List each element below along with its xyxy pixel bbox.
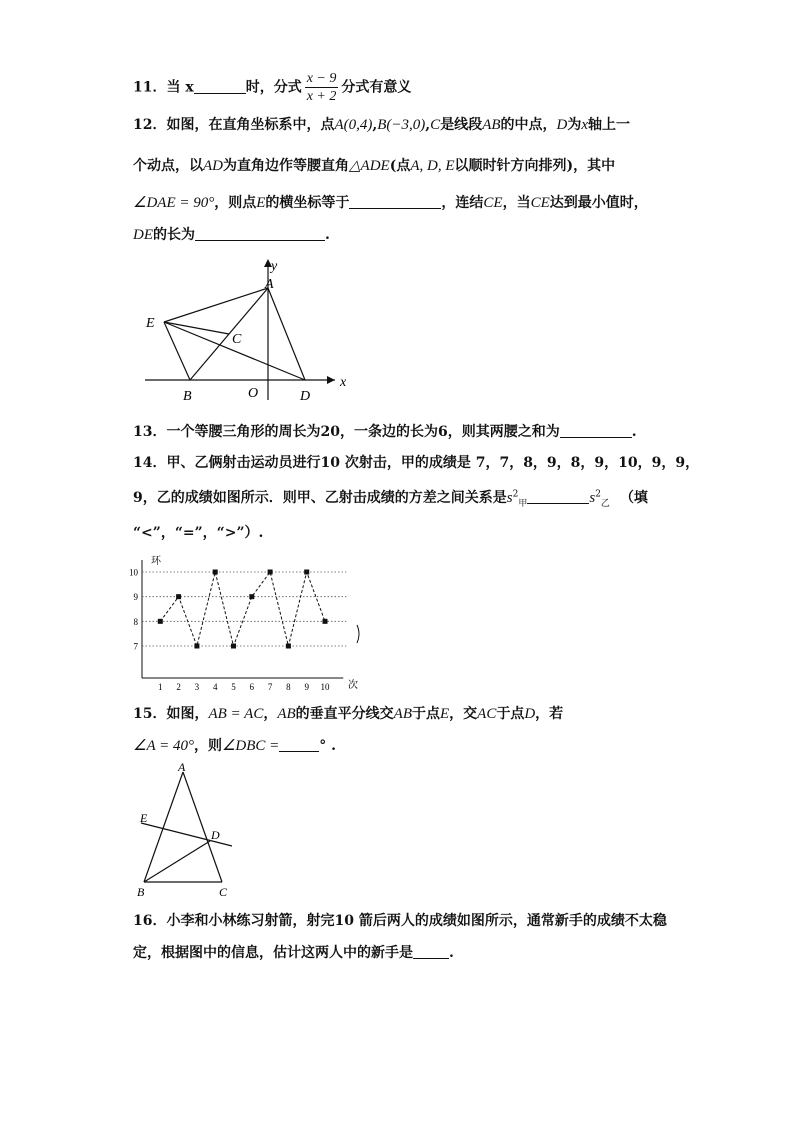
q12-text: (点 xyxy=(389,158,411,174)
segment-ae xyxy=(164,288,268,322)
q14-text: “<”，“=”，“>”）. xyxy=(133,525,264,541)
q12-text: . xyxy=(325,227,330,243)
q15-text: ° . xyxy=(319,738,337,754)
q12-axis-x: x xyxy=(581,117,589,133)
label-c: C xyxy=(219,885,228,899)
q16-text: 16．小李和小林练习射箭，射完10 箭后两人的成绩如图所示，通常新手的成绩不太稳 xyxy=(133,913,667,929)
q15-seg-ab: AB xyxy=(393,706,412,722)
chart-y-tick-label: 10 xyxy=(129,567,138,578)
q13-text: . xyxy=(631,424,637,440)
segment-ba xyxy=(190,288,268,380)
label-d: D xyxy=(211,828,220,842)
q15-point-e: E xyxy=(439,706,450,722)
chart-data-point xyxy=(286,644,291,649)
q12-text: 为直角边作等腰直角 xyxy=(223,158,349,174)
q11-mid: 时，分式 xyxy=(245,79,302,96)
q12-seg-ce: CE xyxy=(530,195,550,211)
q15-eq: AB = AC xyxy=(208,706,264,722)
chart-x-tick-label: 1 xyxy=(158,682,163,692)
chart-series-line xyxy=(160,572,325,646)
q14-line-2 xyxy=(133,487,648,509)
q12-text: ，则点 xyxy=(214,195,257,211)
q12-text: 12．如图，在直角坐标系中，点 xyxy=(133,117,335,133)
q11-fraction xyxy=(305,70,339,105)
q12-text: 的长为 xyxy=(153,227,195,243)
q15-text: ， xyxy=(263,706,278,722)
q15-line-1 xyxy=(133,703,563,723)
q13-text: 13．一个等腰三角形的周长为20，一条边的长为6，则其两腰之和为 xyxy=(133,424,560,440)
q12-text: ，当 xyxy=(502,195,531,211)
q14-sub-yi: 乙 xyxy=(600,498,610,509)
q12-line-3 xyxy=(133,192,648,212)
q15-angle-a: ∠A = 40° xyxy=(133,738,194,754)
chart-data-point xyxy=(158,619,163,624)
chart-x-tick-label: 6 xyxy=(249,682,255,692)
q16-text: . xyxy=(449,945,454,961)
label-e: E xyxy=(146,316,155,331)
chart-x-tick-label: 5 xyxy=(231,682,236,692)
q12-line-1 xyxy=(133,114,630,134)
q14-s-yi: s xyxy=(589,490,596,506)
q15-text: 15．如图， xyxy=(133,706,209,722)
q11-denominator: x + 2 xyxy=(306,89,337,104)
q12-text: 轴上一 xyxy=(588,117,631,133)
q12-text: 的横坐标等于 xyxy=(265,195,350,211)
q15-blank[interactable] xyxy=(279,737,319,752)
label-a: A xyxy=(178,760,186,774)
q15-text: ，则 xyxy=(193,738,222,754)
q14-chart xyxy=(128,552,368,694)
q11-blank[interactable] xyxy=(194,79,246,94)
q14-text: （填 xyxy=(619,490,648,506)
q12-point-b: B(−3,0) xyxy=(377,117,426,133)
segment-ac xyxy=(183,772,222,882)
chart-xlabel: 次 xyxy=(348,680,358,691)
q12-seg-de: DE xyxy=(133,227,153,243)
q12-figure xyxy=(140,255,370,405)
q12-point-d: D xyxy=(556,117,568,133)
q12-text: 达到最小值时， xyxy=(549,195,648,211)
chart-edge-mark xyxy=(357,625,359,643)
chart-data-point xyxy=(213,570,218,575)
label-c: C xyxy=(232,332,242,347)
chart-y-tick-label: 8 xyxy=(133,616,138,627)
label-x: x xyxy=(340,375,347,390)
label-a: A xyxy=(265,277,274,292)
q15-angle-dbc: ∠DBC = xyxy=(221,738,280,754)
chart-x-tick-label: 8 xyxy=(286,682,291,692)
segment-ed xyxy=(164,322,305,380)
q11-line xyxy=(133,70,411,105)
q16-line-2 xyxy=(133,942,454,962)
chart-y-tick-label: 7 xyxy=(133,641,138,652)
q15-text: ，若 xyxy=(535,706,564,722)
segment-ec xyxy=(164,322,229,334)
label-b: B xyxy=(183,389,192,404)
q12-triangle-ade: △ADE xyxy=(349,158,390,174)
q14-blank[interactable] xyxy=(527,489,589,504)
q12-text: 的中点， xyxy=(500,117,557,133)
segment-ab xyxy=(144,772,183,882)
chart-x-tick-label: 9 xyxy=(304,682,309,692)
q14-line-3 xyxy=(133,522,263,542)
q12-text: , xyxy=(372,117,378,133)
q12-seg-ce: CE xyxy=(483,195,503,211)
q13-line xyxy=(133,421,637,441)
q12-point-a: A(0,4) xyxy=(334,117,373,133)
q12-angle-dae: ∠DAE = 90° xyxy=(133,195,215,211)
q12-text: 以顺时针方向排列)，其中 xyxy=(454,158,616,174)
chart-x-tick-label: 10 xyxy=(320,682,330,692)
q14-sup: 2 xyxy=(595,489,601,500)
label-e: E xyxy=(140,811,148,825)
q14-sub-jia: 甲 xyxy=(518,498,528,509)
q12-seg-ad: AD xyxy=(203,158,223,174)
q15-text: 于点 xyxy=(496,706,525,722)
q12-point-e: E xyxy=(256,195,266,211)
q12-blank-1[interactable] xyxy=(349,194,441,209)
q12-seg-ab: AB xyxy=(482,117,501,133)
q13-blank[interactable] xyxy=(560,423,632,438)
chart-x-tick-label: 2 xyxy=(176,682,181,692)
q15-text: 于点 xyxy=(411,706,440,722)
chart-data-point xyxy=(304,570,309,575)
q12-text: 是线段 xyxy=(440,117,483,133)
q15-text: 的垂直平分线交 xyxy=(295,706,394,722)
segment-bd xyxy=(144,841,210,882)
chart-data-point xyxy=(176,594,181,599)
q12-blank-2[interactable] xyxy=(195,226,325,241)
q16-line-1 xyxy=(133,910,667,930)
q12-points-ade: A, D, E xyxy=(410,158,455,174)
q12-line-4 xyxy=(133,224,330,244)
chart-x-tick-label: 4 xyxy=(212,682,218,692)
q15-figure xyxy=(135,760,245,900)
q16-text: 定，根据图中的信息，估计这两人中的新手是 xyxy=(133,945,413,961)
q14-sup: 2 xyxy=(512,489,519,500)
q15-seg-ab: AB xyxy=(277,706,296,722)
q16-blank[interactable] xyxy=(413,944,449,959)
q12-text: ，连结 xyxy=(441,195,484,211)
chart-data-point xyxy=(323,619,328,624)
q15-seg-ac: AC xyxy=(477,706,497,722)
q15-line-2 xyxy=(133,735,336,755)
q14-text: 14．甲、乙俩射击运动员进行10 次射击，甲的成绩是 7，7，8，9，8，9，10，9，9， xyxy=(133,455,700,471)
q14-text: 9，乙的成绩如图所示．则甲、乙射击成绩的方差之间关系是 xyxy=(133,490,507,506)
chart-x-tick-label: 3 xyxy=(194,682,200,692)
chart-data-point xyxy=(249,594,254,599)
chart-data-point xyxy=(194,644,199,649)
q12-point-c: C xyxy=(430,117,441,133)
q15-text: ，交 xyxy=(449,706,478,722)
label-b: B xyxy=(137,885,145,899)
chart-ylabel: 环 xyxy=(151,556,161,567)
chart-data-point xyxy=(268,570,273,575)
x-axis-arrow-icon xyxy=(327,376,335,384)
q14-line-1 xyxy=(133,452,699,472)
q11-end: 分式有意义 xyxy=(341,79,412,96)
q15-point-d: D xyxy=(524,706,536,722)
label-y: y xyxy=(271,259,278,274)
q11-numerator: x − 9 xyxy=(306,71,337,86)
q14-s-jia: s xyxy=(506,490,513,506)
q12-text: , xyxy=(425,117,431,133)
chart-y-tick-label: 9 xyxy=(133,592,138,603)
q12-line-2 xyxy=(133,155,615,175)
chart-data-point xyxy=(231,644,236,649)
chart-x-tick-label: 7 xyxy=(267,682,273,692)
q11-label: 11．当 x xyxy=(133,79,194,96)
segment-ad xyxy=(268,288,305,380)
q12-text: 个动点，以 xyxy=(133,158,203,174)
q12-text: 为 xyxy=(567,117,582,133)
label-o: O xyxy=(248,386,259,401)
label-d: D xyxy=(300,389,311,404)
